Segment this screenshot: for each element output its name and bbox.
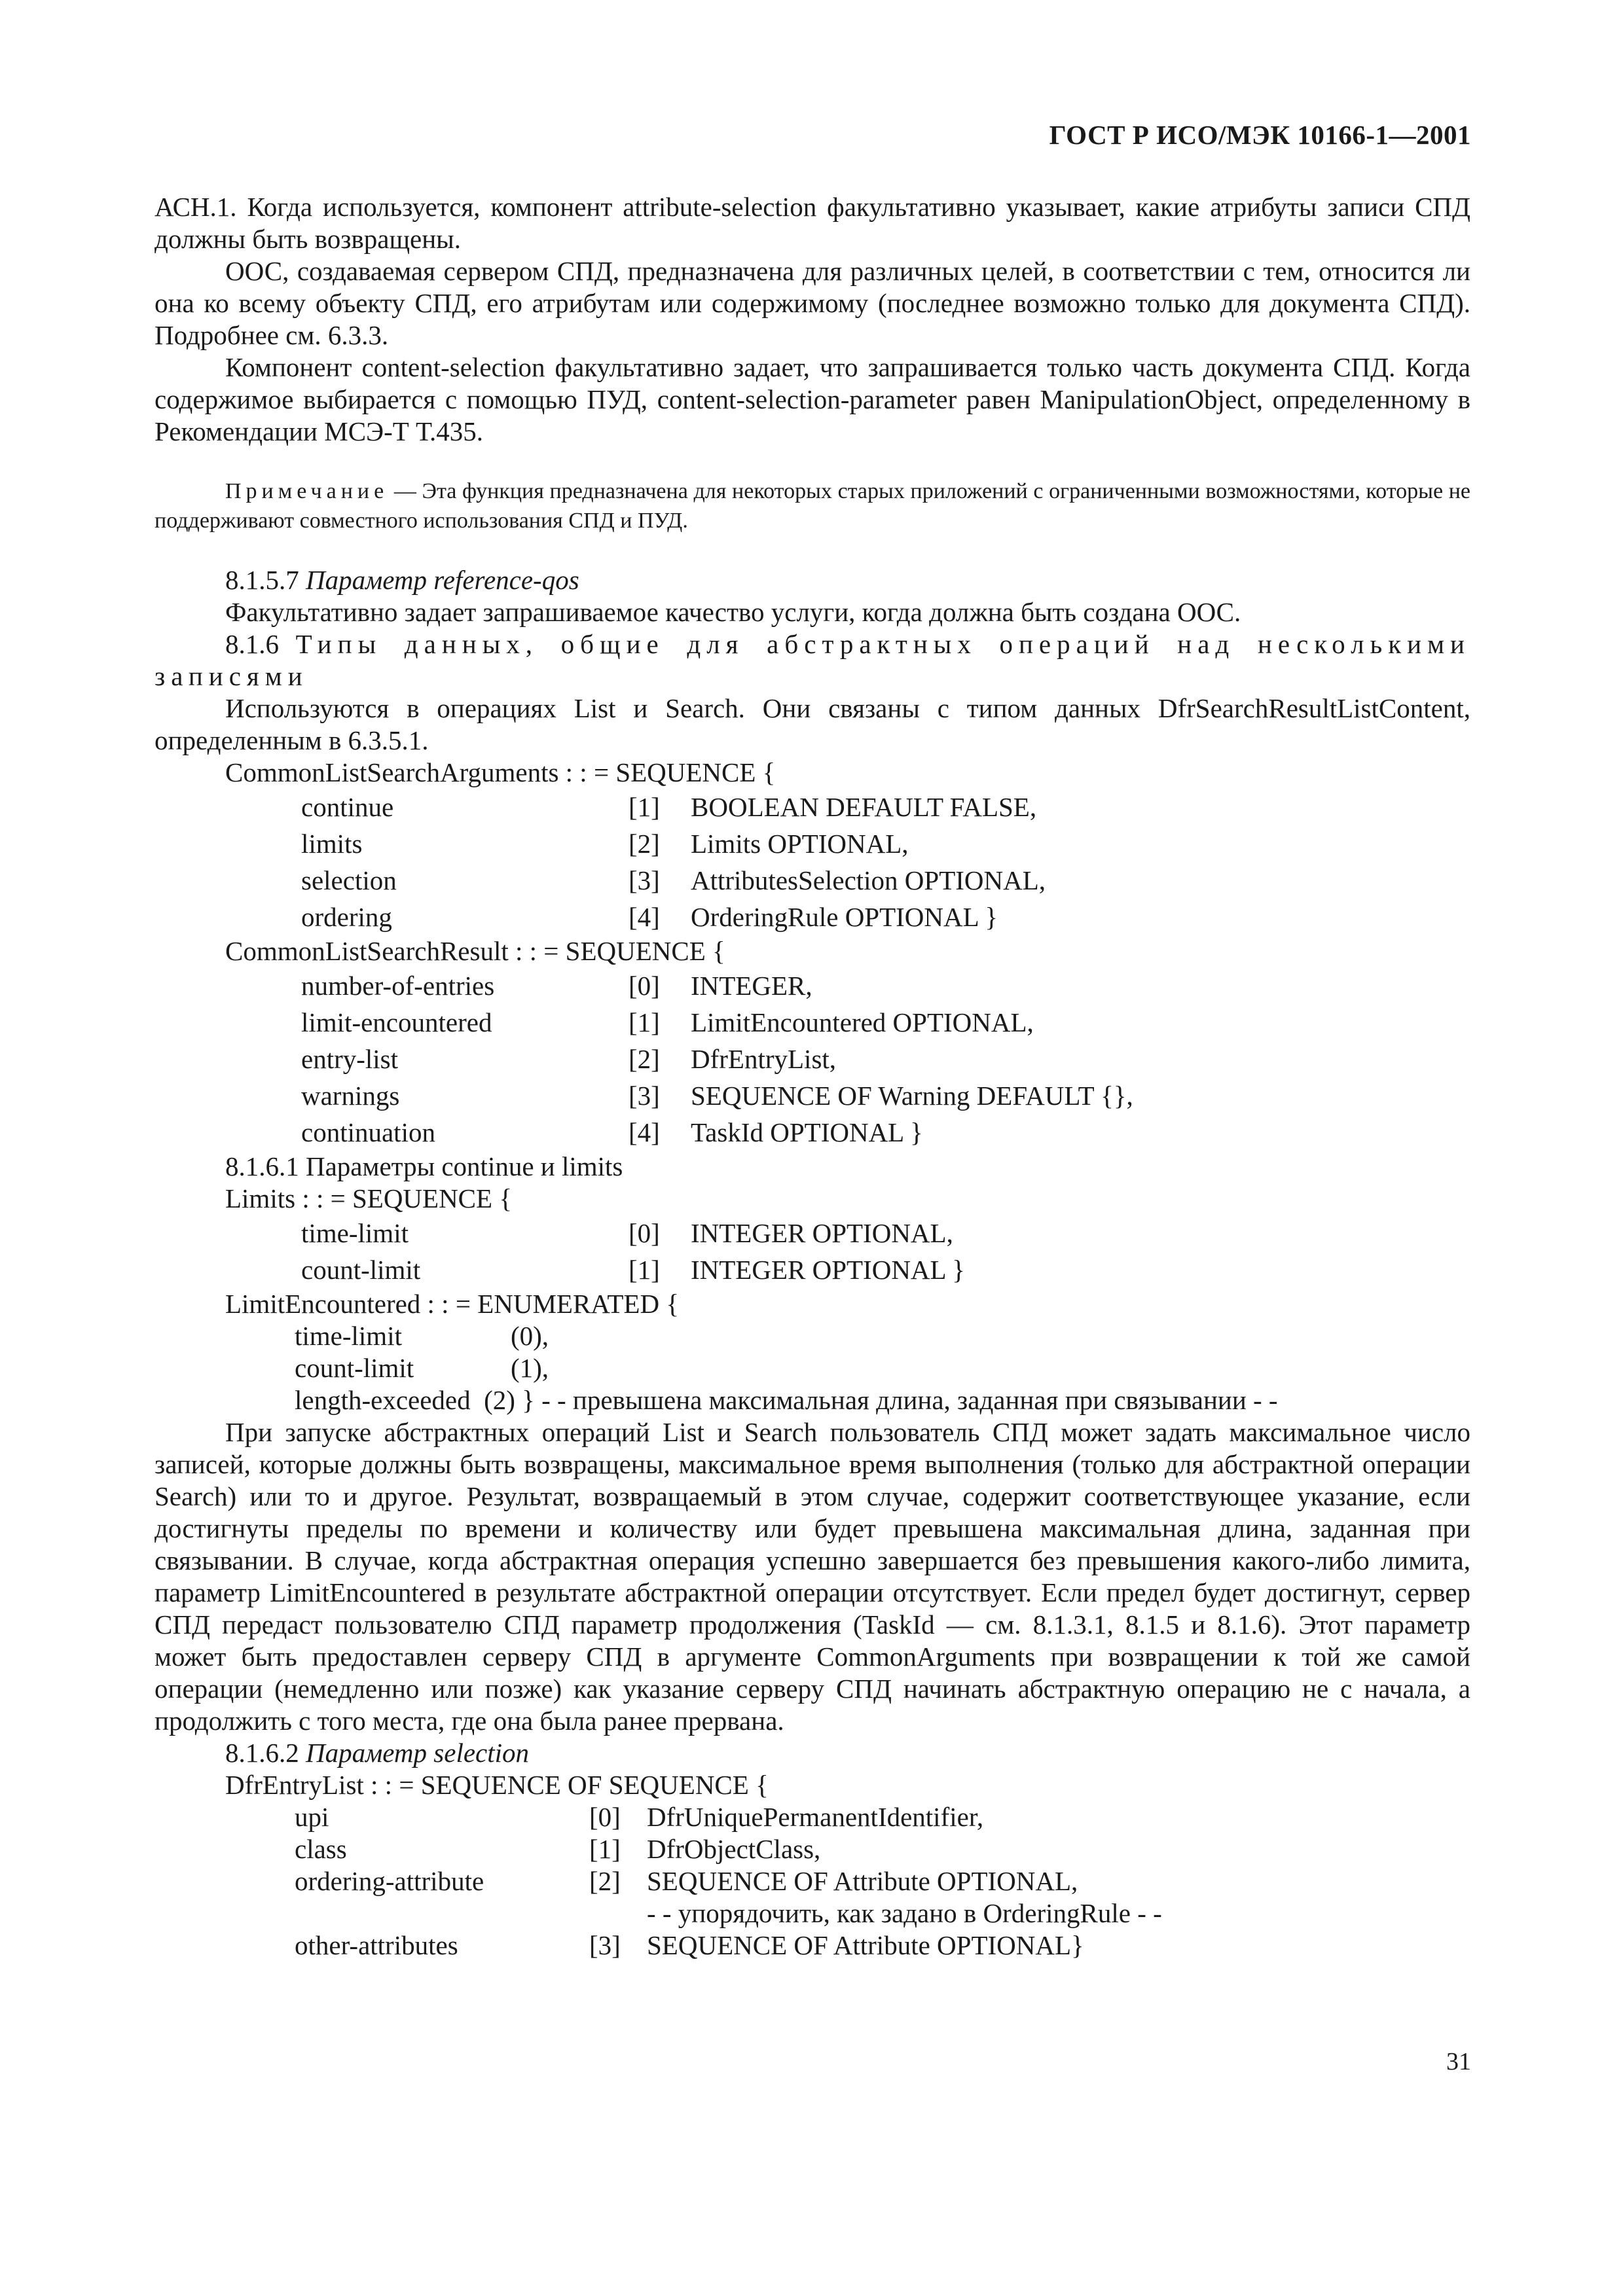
asn-args-block bbox=[155, 789, 1470, 935]
section-title: Параметр selection bbox=[306, 1738, 530, 1768]
asn-field-row bbox=[155, 1801, 1470, 1833]
field-tag: [4] bbox=[629, 901, 660, 932]
asn-field-row bbox=[155, 1215, 1470, 1251]
asn-field-row bbox=[155, 1114, 1470, 1151]
section-number: 8.1.5.7 bbox=[225, 565, 306, 595]
field-tag: [1] bbox=[629, 1007, 660, 1037]
note bbox=[155, 476, 1470, 535]
paragraph: Используются в операциях List и Search. Они связаны с типом данных DfrSearchResultListContent, определенным в 6.3.5.1. bbox=[155, 693, 1470, 755]
field-name: number-of-entries bbox=[301, 970, 495, 1001]
enum-name: time-limit bbox=[295, 1321, 402, 1351]
section-heading: 8.1.6.1 Параметры continue и limits bbox=[225, 1151, 623, 1181]
field-tag: [1] bbox=[629, 1254, 660, 1285]
field-name: warnings bbox=[301, 1080, 400, 1111]
field-tag: [3] bbox=[589, 1930, 621, 1960]
field-type: SEQUENCE OF Warning DEFAULT {}, bbox=[691, 1080, 1133, 1111]
field-type: TaskId OPTIONAL } bbox=[691, 1117, 923, 1147]
field-tag: [0] bbox=[589, 1802, 621, 1832]
field-name: selection bbox=[301, 865, 397, 895]
field-name: ordering bbox=[301, 901, 392, 932]
asn-field-row bbox=[155, 1251, 1470, 1288]
asn-definition-head: CommonListSearchResult : : = SEQUENCE { bbox=[225, 936, 725, 966]
field-name: time-limit bbox=[301, 1217, 409, 1248]
field-name: class bbox=[295, 1834, 347, 1864]
field-tag: [3] bbox=[629, 865, 660, 895]
field-type: LimitEncountered OPTIONAL, bbox=[691, 1007, 1034, 1037]
field-type: INTEGER, bbox=[691, 970, 812, 1001]
section-number: 8.1.6.2 bbox=[225, 1738, 306, 1768]
field-name: count-limit bbox=[301, 1254, 421, 1285]
field-type: OrderingRule OPTIONAL } bbox=[691, 901, 998, 932]
field-tag: [2] bbox=[629, 1043, 660, 1074]
paragraph: ООС, создаваемая сервером СПД, предназначена для различных целей, в соответствии с тем, относится ли она ко всему объекту СПД, его атрибутам или содержимому (последнее возможно только для документа СПД). Подробнее см. 6.3.3. bbox=[155, 256, 1470, 350]
paragraph: АСН.1. Когда используется, компонент attribute-selection факультативно указывает, какие атрибуты записи СПД должны быть возвращены. bbox=[155, 192, 1470, 254]
page-header: ГОСТ Р ИСО/МЭК 10166-1—2001 bbox=[1049, 120, 1471, 150]
asn-field-row bbox=[155, 1077, 1470, 1114]
asn-field-row bbox=[155, 825, 1470, 862]
field-name: entry-list bbox=[301, 1043, 399, 1074]
field-tag: [1] bbox=[589, 1834, 621, 1864]
note-text: — Эта функция предназначена для некоторых старых приложений с ограниченными возможностями, которые не поддерживают совместного использования СПД и ПУД. bbox=[155, 479, 1470, 533]
enum-name: count-limit bbox=[295, 1353, 414, 1383]
asn-definition-head: CommonListSearchArguments : : = SEQUENCE { bbox=[225, 757, 776, 787]
field-name: continuation bbox=[301, 1117, 435, 1147]
section-heading bbox=[155, 628, 1470, 692]
field-type: DfrUniquePermanentIdentifier, bbox=[647, 1802, 984, 1832]
section-heading bbox=[155, 1737, 1470, 1769]
field-type: DfrObjectClass, bbox=[647, 1834, 821, 1864]
field-name: limit-encountered bbox=[301, 1007, 492, 1037]
field-name: ordering-attribute bbox=[295, 1866, 484, 1896]
enum-last-line: length-exceeded (2) } - - превышена максимальная длина, заданная при связывании - - bbox=[295, 1385, 1278, 1415]
field-name: limits bbox=[301, 828, 363, 859]
field-tag: [4] bbox=[629, 1117, 660, 1147]
asn-definition-head: DfrEntryList : : = SEQUENCE OF SEQUENCE { bbox=[225, 1770, 769, 1800]
field-name: upi bbox=[295, 1802, 329, 1832]
asn-field-row bbox=[155, 1929, 1470, 1962]
field-tag: [0] bbox=[629, 1217, 660, 1248]
asn-field-row bbox=[155, 789, 1470, 825]
asn-definition-head: Limits : : = SEQUENCE { bbox=[225, 1183, 513, 1213]
asn-comment-row bbox=[155, 1897, 1470, 1929]
asn-field-row bbox=[155, 1865, 1470, 1897]
field-type: SEQUENCE OF Attribute OPTIONAL, bbox=[647, 1866, 1078, 1896]
field-tag: [2] bbox=[629, 828, 660, 859]
asn-field-row bbox=[155, 1004, 1470, 1041]
asn-entry-block bbox=[155, 1801, 1470, 1962]
asn-field-row bbox=[155, 967, 1470, 1004]
field-type: INTEGER OPTIONAL, bbox=[691, 1217, 953, 1248]
section-title: Параметр reference-qos bbox=[306, 565, 579, 595]
asn-field-row bbox=[155, 1041, 1470, 1077]
paragraph: Компонент content-selection факультативно задает, что запрашивается только часть документа СПД. Когда содержимое выбирается с помощью ПУД, content-selection-parameter равен ManipulationObject, определенному в Рекомендации МСЭ-Т Т.435. bbox=[155, 352, 1470, 446]
field-type: DfrEntryList, bbox=[691, 1043, 837, 1074]
field-tag: [3] bbox=[629, 1080, 660, 1111]
field-name: continue bbox=[301, 791, 394, 822]
field-tag: [1] bbox=[629, 791, 660, 822]
asn-definition-head: LimitEncountered : : = ENUMERATED { bbox=[225, 1289, 679, 1319]
asn-result-block bbox=[155, 967, 1470, 1151]
paragraph: При запуске абстрактных операций List и Search пользователь СПД может задать максимальное число записей, которые должны быть возвращены, максимальное время выполнения (только для абстрактной операции Search) или то и другое. Результат, возвращаемый в этом случае, содержит соответствующее указание, если достигнуты пределы по времени и количеству или будет превышена максимальная длина, заданная при связывании. В случае, когда абстрактная операция успешно завершается без превышения какого-либо лимита, параметр LimitEncountered в результате абстрактной операции отсутствует. Если предел будет достигнут, сервер СПД передаст пользователю СПД параметр продолжения (TaskId — см. 8.1.3.1, 8.1.5 и 8.1.6). Этот параметр может быть предоставлен серверу СПД в аргументе CommonArguments при возвращении к той же самой операции (немедленно или позже) как указание серверу СПД начинать абстрактную операцию не с начала, а продолжить с того места, где она была ранее прервана. bbox=[155, 1417, 1470, 1736]
field-name: other-attributes bbox=[295, 1930, 458, 1960]
field-type: SEQUENCE OF Attribute OPTIONAL} bbox=[647, 1930, 1084, 1960]
asn-enum-row bbox=[155, 1320, 1470, 1352]
asn-comment: - - упорядочить, как задано в OrderingRule - - bbox=[647, 1898, 1162, 1928]
asn-field-row bbox=[155, 1833, 1470, 1865]
section-number: 8.1.6 bbox=[225, 629, 296, 659]
asn-enum-block bbox=[155, 1320, 1470, 1416]
asn-enum-row bbox=[155, 1384, 1470, 1416]
asn-limits-block bbox=[155, 1215, 1470, 1288]
paragraph: Факультативно задает запрашиваемое качество услуги, когда должна быть создана ООС. bbox=[225, 597, 1241, 627]
enum-value: (1), bbox=[511, 1353, 549, 1383]
asn-field-row bbox=[155, 899, 1470, 935]
asn-enum-row bbox=[155, 1352, 1470, 1384]
field-type: BOOLEAN DEFAULT FALSE, bbox=[691, 791, 1037, 822]
note-label: Примечание bbox=[225, 479, 389, 503]
section-heading bbox=[155, 564, 1470, 596]
enum-value: (0), bbox=[511, 1321, 549, 1351]
field-tag: [2] bbox=[589, 1866, 621, 1896]
page-body bbox=[155, 191, 1470, 1962]
section-title: Типы данных, общие для абстрактных операций над несколькими записями bbox=[155, 629, 1470, 691]
asn-field-row bbox=[155, 862, 1470, 899]
field-type: Limits OPTIONAL, bbox=[691, 828, 909, 859]
field-type: AttributesSelection OPTIONAL, bbox=[691, 865, 1046, 895]
field-tag: [0] bbox=[629, 970, 660, 1001]
page-number: 31 bbox=[1446, 2048, 1471, 2075]
field-type: INTEGER OPTIONAL } bbox=[691, 1254, 965, 1285]
